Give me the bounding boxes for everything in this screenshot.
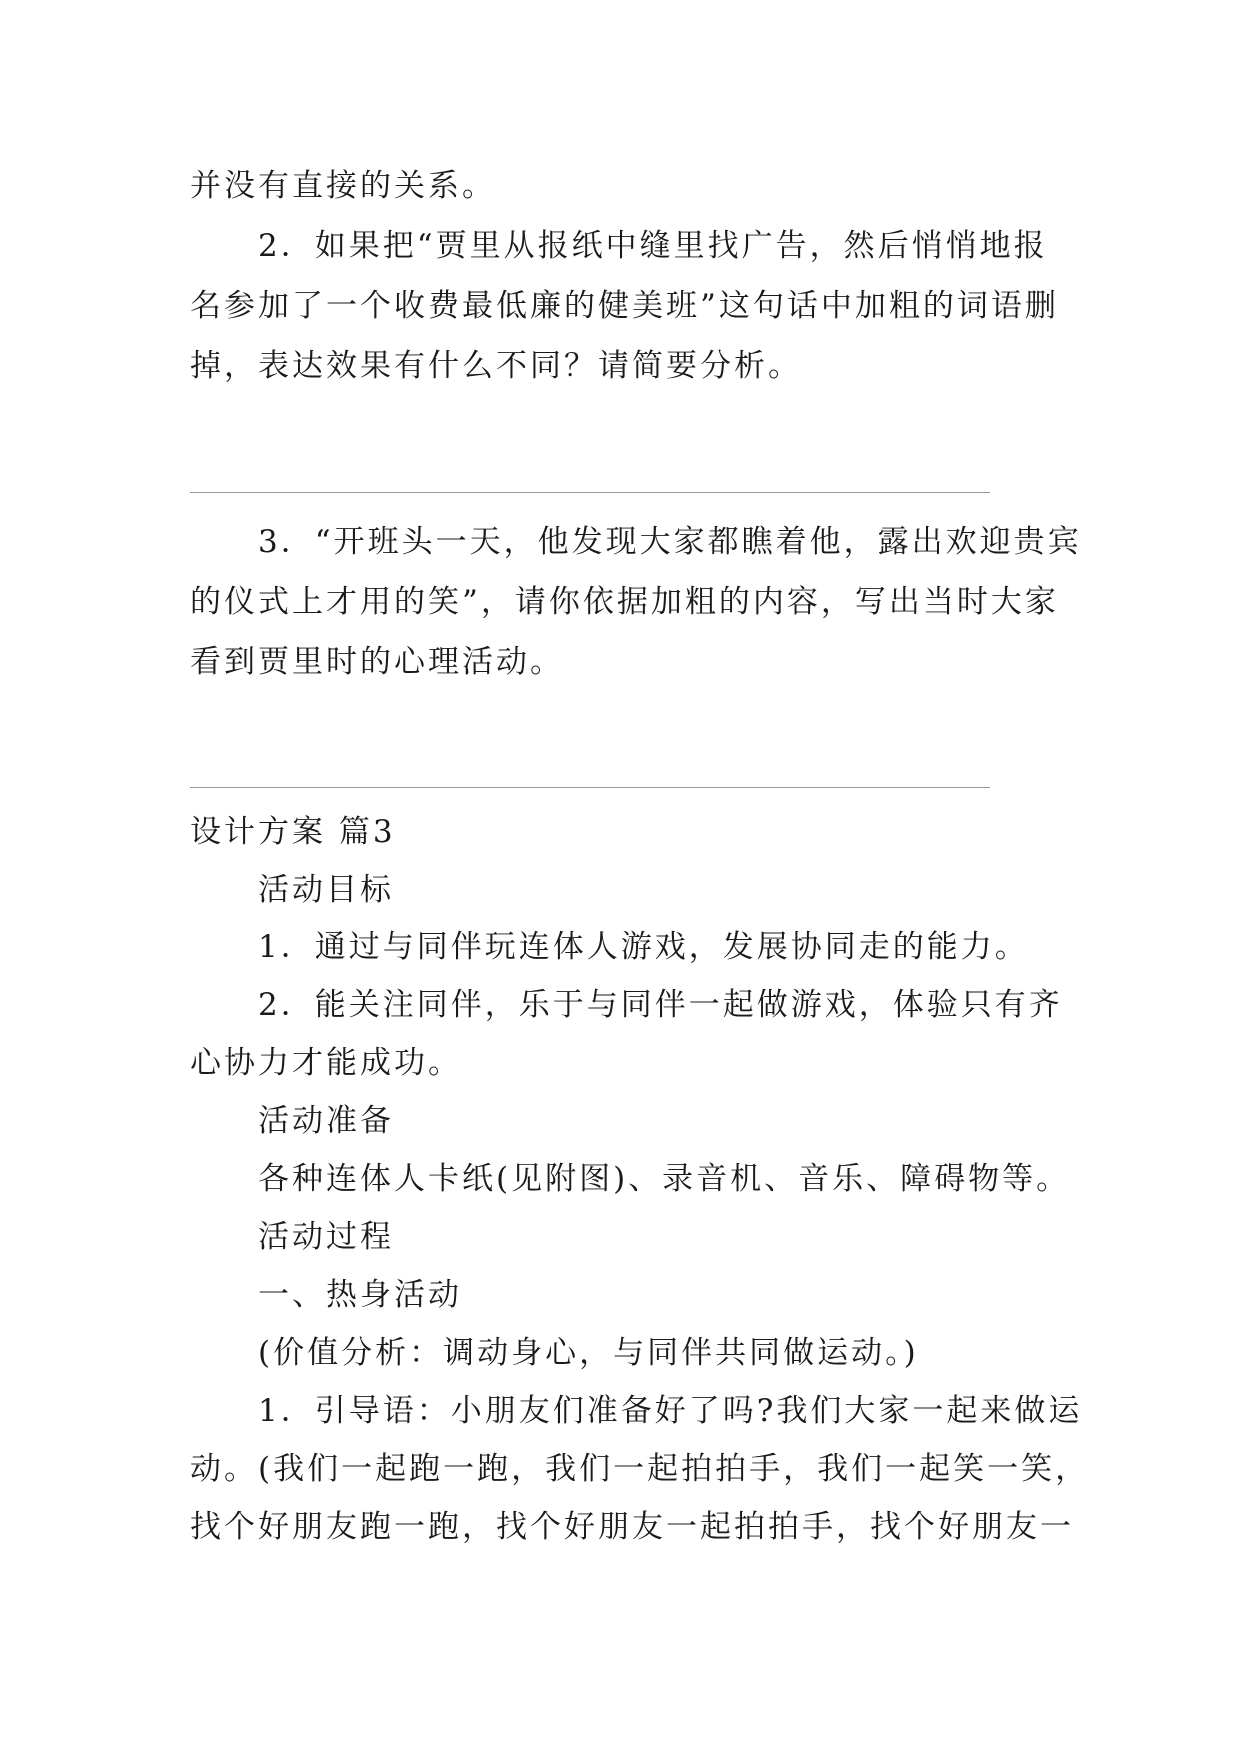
- question-3-line-1: 3．“开班头一天，他发现大家都瞧着他，露出欢迎贵宾: [258, 524, 1082, 560]
- preparation-text: 各种连体人卡纸(见附图)、录音机、音乐、障碍物等。: [258, 1161, 1071, 1197]
- goal-2-line-1: 2．能关注同伴，乐于与同伴一起做游戏，体验只有齐: [258, 987, 1063, 1023]
- goal-1: 1．通过与同伴玩连体人游戏，发展协同走的能力。: [258, 929, 1029, 965]
- question-2-line-2: 名参加了一个收费最低廉的健美班”这句话中加粗的词语删: [190, 288, 1059, 324]
- question-2-line-1: 2．如果把“贾里从报纸中缝里找广告，然后悄悄地报: [258, 228, 1048, 264]
- answer-line: [190, 787, 990, 788]
- question-3-line-3: 看到贾里时的心理活动。: [190, 644, 564, 680]
- goal-2-line-2: 心协力才能成功。: [190, 1045, 462, 1081]
- question-2-line-3: 掉，表达效果有什么不同？请简要分析。: [190, 348, 802, 384]
- step-warmup-heading: 一、热身活动: [258, 1277, 462, 1313]
- heading-activity-process: 活动过程: [258, 1219, 394, 1255]
- answer-line: [190, 492, 990, 493]
- question-3-line-2: 的仪式上才用的笑”，请你依据加粗的内容，写出当时大家: [190, 584, 1059, 620]
- text-line: 并没有直接的关系。: [190, 168, 496, 204]
- guide-line-2: 动。(我们一起跑一跑，我们一起拍拍手，我们一起笑一笑，: [190, 1451, 1090, 1487]
- guide-line-3: 找个好朋友跑一跑，找个好朋友一起拍拍手，找个好朋友一: [190, 1509, 1074, 1545]
- heading-activity-preparation: 活动准备: [258, 1103, 394, 1139]
- heading-activity-goals: 活动目标: [258, 872, 394, 908]
- value-analysis: (价值分析：调动身心，与同伴共同做运动。): [258, 1335, 919, 1371]
- guide-line-1: 1．引导语：小朋友们准备好了吗?我们大家一起来做运: [258, 1393, 1083, 1429]
- section-title: 设计方案 篇3: [190, 814, 396, 850]
